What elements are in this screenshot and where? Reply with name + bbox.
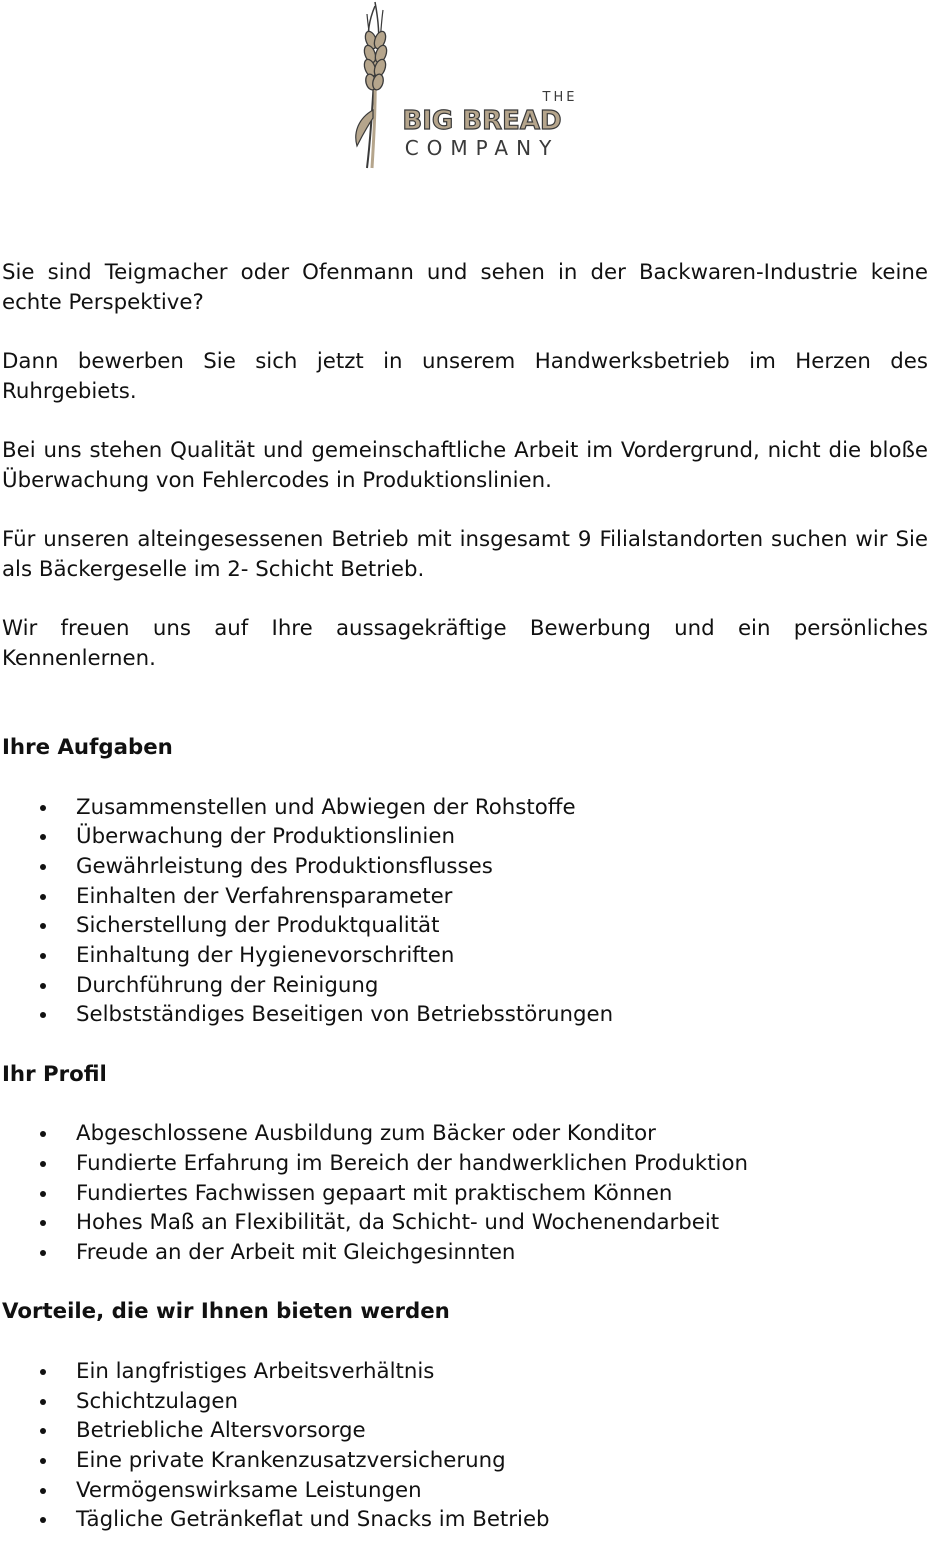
list-item-text: Freude an der Arbeit mit Gleichgesinnten	[76, 1240, 516, 1266]
list-item	[2, 1179, 928, 1209]
bullet-icon	[40, 805, 46, 811]
logo-big-bread: BIG BREAD	[402, 106, 562, 136]
list-item	[2, 1416, 928, 1446]
list-item-text: Schichtzulagen	[76, 1388, 238, 1414]
list-item-text: Hohes Maß an Flexibilität, da Schicht- und Wochenendarbeit	[76, 1210, 720, 1236]
section-title-profil: Ihr Profil	[2, 1061, 107, 1087]
list-item-text: Zusammenstellen und Abwiegen der Rohstoffe	[76, 794, 576, 820]
list-item	[2, 1000, 928, 1030]
list-item	[2, 1238, 928, 1268]
bullet-icon	[40, 1428, 46, 1434]
list-item	[2, 1476, 928, 1506]
bullet-icon	[40, 953, 46, 959]
list-item	[2, 1208, 928, 1238]
intro-paragraph-5: Wir freuen uns auf Ihre aussagekräftige Bewerbung und ein persönliches Kennenlernen.	[2, 616, 928, 672]
list-item-text: Überwachung der Produktionslinien	[76, 824, 455, 850]
list-item	[2, 941, 928, 971]
bullet-icon	[40, 1517, 46, 1523]
list-item-text: Ein langfristiges Arbeitsverhältnis	[76, 1358, 435, 1384]
bullet-icon	[40, 1191, 46, 1197]
bullet-icon	[40, 864, 46, 870]
list-item	[2, 852, 928, 882]
intro-paragraph-2: Dann bewerben Sie sich jetzt in unserem Handwerksbetrieb im Herzen des Ruhrgebiets.	[2, 349, 928, 404]
list-item-text: Vermögenswirksame Leistungen	[76, 1477, 422, 1503]
list-item-text: Einhaltung der Hygienevorschriften	[76, 943, 455, 969]
list-item	[2, 971, 928, 1001]
logo-company: COMPANY	[404, 136, 560, 160]
bullet-icon	[40, 1131, 46, 1137]
list-item-text: Durchführung der Reinigung	[76, 972, 379, 998]
section-title-vorteile: Vorteile, die wir Ihnen bieten werden	[2, 1299, 450, 1325]
list-aufgaben	[2, 793, 928, 1031]
posting-content	[2, 258, 928, 1565]
list-item-text: Selbstständiges Beseitigen von Betriebsstörungen	[76, 1002, 614, 1028]
intro-paragraph-3: Bei uns stehen Qualität und gemeinschaftliche Arbeit im Vordergrund, nicht die bloße Überwachung von Fehlercodes in Produktionslinien.	[2, 438, 928, 493]
logo-the: THE	[542, 90, 578, 105]
list-profil	[2, 1119, 928, 1268]
bullet-icon	[40, 923, 46, 929]
list-item	[2, 1357, 928, 1387]
list-item-text: Fundiertes Fachwissen gepaart mit praktischem Können	[76, 1180, 673, 1206]
list-item-text: Betriebliche Altersvorsorge	[76, 1418, 366, 1444]
bullet-icon	[40, 1161, 46, 1167]
list-item	[2, 793, 928, 823]
bullet-icon	[40, 1458, 46, 1464]
list-item	[2, 1149, 928, 1179]
list-item	[2, 1387, 928, 1417]
bullet-icon	[40, 1220, 46, 1226]
list-item-text: Einhalten der Verfahrensparameter	[76, 883, 453, 909]
list-item	[2, 1446, 928, 1476]
bullet-icon	[40, 983, 46, 989]
list-item-text: Eine private Krankenzusatzversicherung	[76, 1447, 506, 1473]
bullet-icon	[40, 1012, 46, 1018]
list-item	[2, 1119, 928, 1149]
bullet-icon	[40, 1250, 46, 1256]
wheat-logo-graphic	[345, 0, 590, 172]
bullet-icon	[40, 1369, 46, 1375]
company-logo	[345, 0, 590, 172]
list-item	[2, 911, 928, 941]
list-item-text: Tägliche Getränkeflat und Snacks im Betrieb	[76, 1507, 550, 1533]
list-item-text: Sicherstellung der Produktqualität	[76, 913, 440, 939]
bullet-icon	[40, 1488, 46, 1494]
intro-paragraph-1: Sie sind Teigmacher oder Ofenmann und sehen in der Backwaren-Industrie keine echte Perspektive?	[2, 260, 928, 315]
list-item-text: Abgeschlossene Ausbildung zum Bäcker oder Konditor	[76, 1121, 656, 1147]
section-title-aufgaben: Ihre Aufgaben	[2, 735, 173, 761]
bullet-icon	[40, 1399, 46, 1405]
list-vorteile	[2, 1357, 928, 1535]
list-item	[2, 822, 928, 852]
intro-paragraph-4: Für unseren alteingesessenen Betrieb mit insgesamt 9 Filialstandorten suchen wir Sie als Bäckergeselle im 2- Schicht Betrieb.	[2, 527, 928, 582]
list-item	[2, 882, 928, 912]
bullet-icon	[40, 834, 46, 840]
list-item-text: Gewährleistung des Produktionsflusses	[76, 853, 493, 879]
bullet-icon	[40, 894, 46, 900]
list-item-text: Fundierte Erfahrung im Bereich der handwerklichen Produktion	[76, 1150, 748, 1176]
